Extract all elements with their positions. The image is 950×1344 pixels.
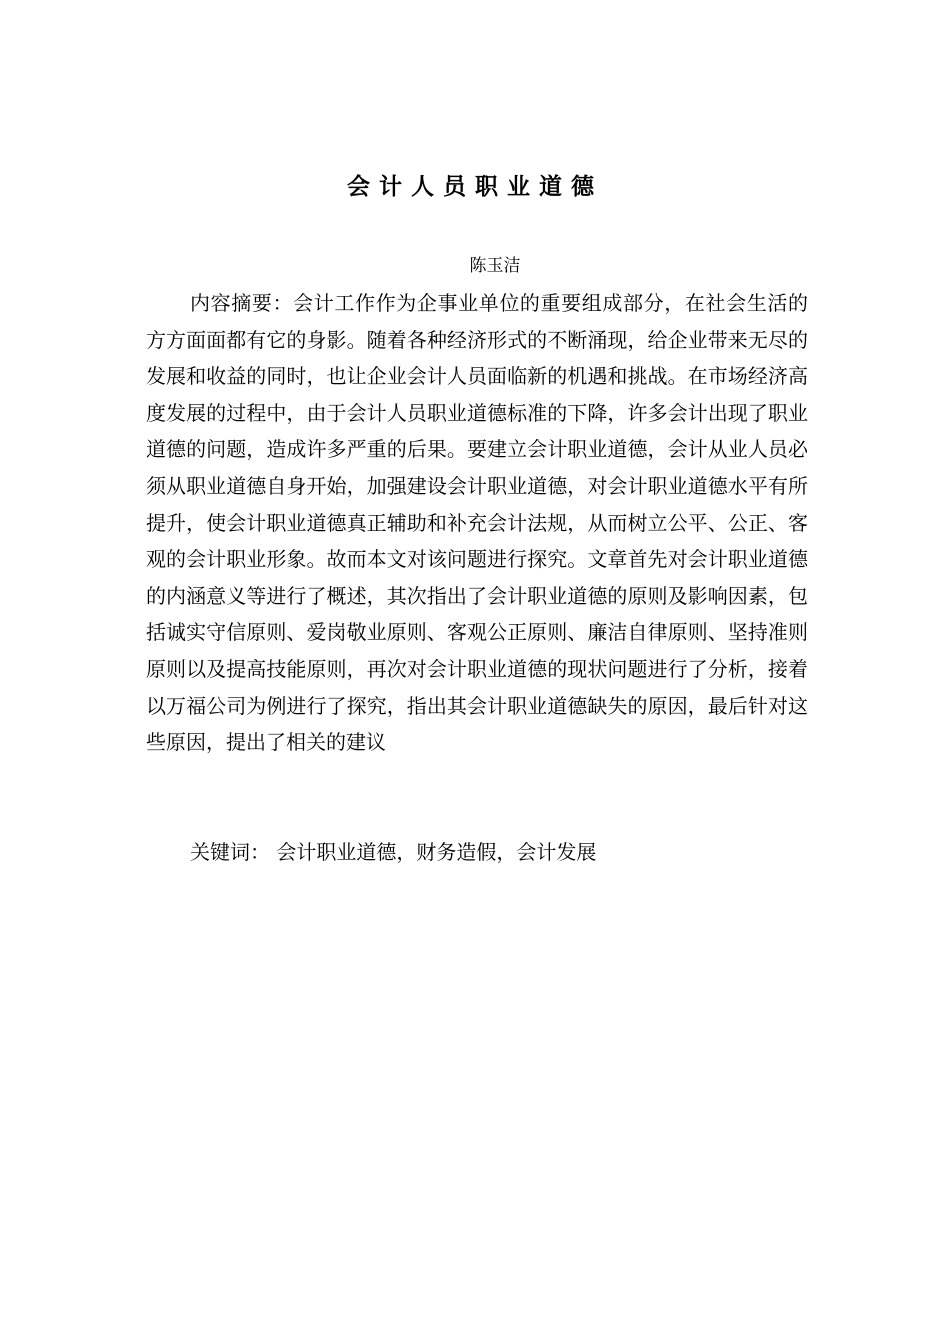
keywords-label: 关键词：	[190, 840, 270, 864]
author-name: 陈玉洁	[469, 256, 521, 276]
keywords-paragraph	[146, 834, 808, 870]
keywords-text: 会计职业道德，财务造假，会计发展	[276, 840, 597, 864]
abstract-text: 会计工作作为企事业单位的重要组成部分，在社会生活的方方面面都有它的身影。随着各种经济形式的不断涌现，给企业带来无尽的发展和收益的同时，也让企业会计人员面临新的机遇和挑战。在市场经济高度发展的过程中，由于会计人员职业道德标准的下降，许多会计出现了职业道德的问题，造成许多严重的后果。要建立会计职业道德，会计从业人员必须从职业道德自身开始，加强建设会计职业道德，对会计职业道德水平有所提升，使会计职业道德真正辅助和补充会计法规，从而树立公平、公正、客观的会计职业形象。故而本文对该问题进行探究。文章首先对会计职业道德的内涵意义等进行了概述，其次指出了会计职业道德的原则及影响因素，包括诚实守信原则、爱岗敬业原则、客观公正原则、廉洁自律原则、坚持准则原则以及提高技能原则，再次对会计职业道德的现状问题进行了分析，接着以万福公司为例进行了探究，指出其会计职业道德缺失的原因，最后针对这些原因，提出了相关的建议	[146, 291, 809, 755]
abstract-paragraph	[146, 285, 808, 761]
document-title: 会计人员职业道德	[347, 174, 603, 200]
abstract-label: 内容摘要：	[190, 291, 294, 315]
